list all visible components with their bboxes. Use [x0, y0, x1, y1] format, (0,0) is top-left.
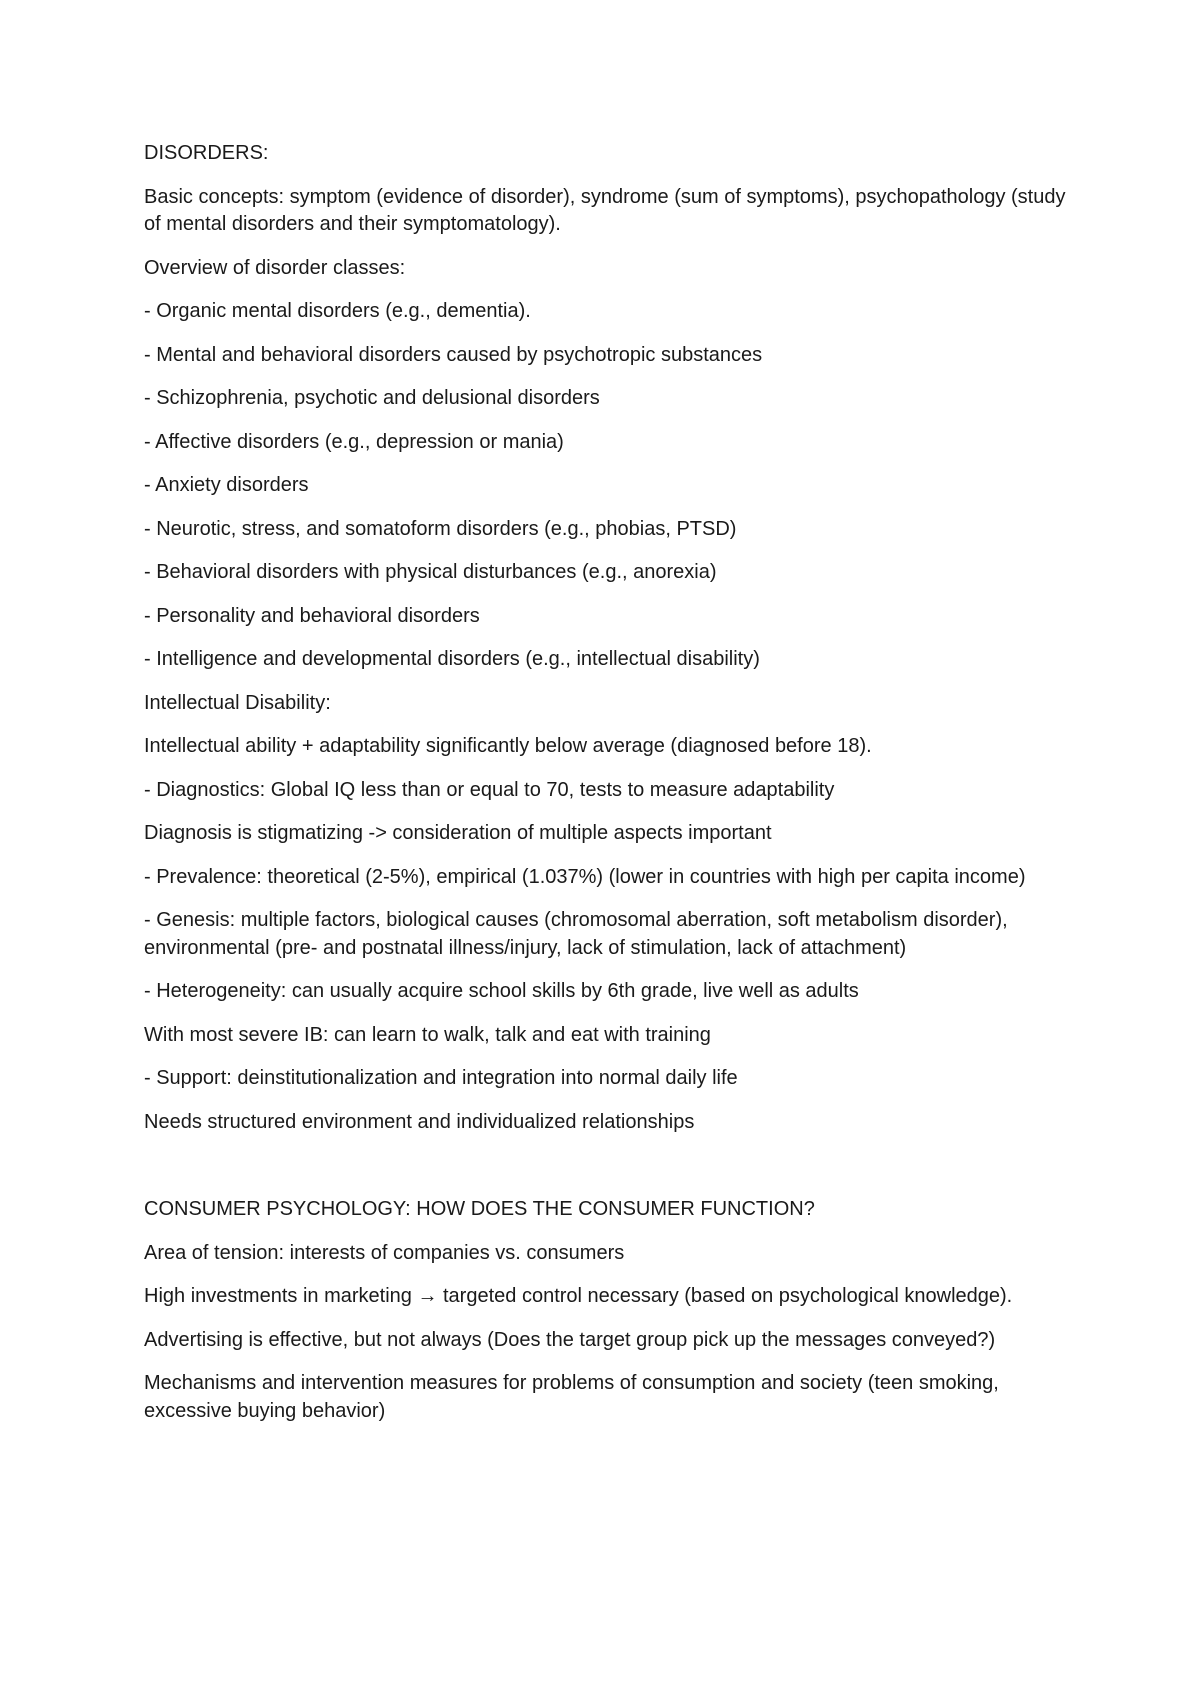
list-item: - Anxiety disorders	[144, 474, 309, 496]
paragraph: Diagnosis is stigmatizing -> consideration of multiple aspects important	[144, 822, 772, 844]
list-item: - Prevalence: theoretical (2-5%), empirical (1.037%) (lower in countries with high per capita income)	[144, 865, 1026, 888]
disorders-section	[144, 140, 1074, 1136]
list-item: - Support: deinstitutionalization and integration into normal daily life	[144, 1067, 738, 1089]
paragraph: Area of tension: interests of companies vs. consumers	[144, 1241, 625, 1264]
paragraph: Intellectual ability + adaptability significantly below average (diagnosed before 18).	[144, 735, 872, 757]
paragraph: Needs structured environment and individualized relationships	[144, 1110, 695, 1133]
paragraph: Advertising is effective, but not always (Does the target group pick up the messages conveyed?)	[144, 1328, 996, 1351]
list-item: - Behavioral disorders with physical disturbances (e.g., anorexia)	[144, 561, 717, 583]
paragraph: Basic concepts: symptom (evidence of disorder), syndrome (sum of symptoms), psychopathology (study of mental disorders and their symptomatology).	[144, 185, 1066, 235]
section-heading-consumer-psychology: CONSUMER PSYCHOLOGY: HOW DOES THE CONSUMER FUNCTION?	[144, 1198, 815, 1220]
paragraph: With most severe IB: can learn to walk, talk and eat with training	[144, 1023, 711, 1046]
list-item: - Heterogeneity: can usually acquire school skills by 6th grade, live well as adults	[144, 980, 859, 1002]
section-spacer	[144, 1152, 1074, 1196]
consumer-psychology-section	[144, 1196, 1074, 1425]
list-item: - Organic mental disorders (e.g., dementia).	[144, 300, 531, 322]
list-item: - Schizophrenia, psychotic and delusional disorders	[144, 387, 600, 409]
list-item: - Mental and behavioral disorders caused by psychotropic substances	[144, 343, 763, 366]
list-item: - Affective disorders (e.g., depression or mania)	[144, 430, 564, 453]
document-page	[144, 140, 1074, 1441]
list-item: - Neurotic, stress, and somatoform disorders (e.g., phobias, PTSD)	[144, 517, 737, 540]
paragraph: Overview of disorder classes:	[144, 256, 406, 279]
paragraph: High investments in marketing → targeted control necessary (based on psychological knowledge).	[144, 1285, 1013, 1307]
list-item: - Intelligence and developmental disorders (e.g., intellectual disability)	[144, 648, 760, 670]
section-heading-disorders: DISORDERS:	[144, 142, 269, 164]
subheading-intellectual-disability: Intellectual Disability:	[144, 691, 331, 714]
list-item: - Diagnostics: Global IQ less than or equal to 70, tests to measure adaptability	[144, 778, 835, 801]
paragraph: Mechanisms and intervention measures for problems of consumption and society (teen smoking, excessive buying behavior)	[144, 1372, 999, 1422]
list-item: - Genesis: multiple factors, biological causes (chromosomal aberration, soft metabolism disorder), environmental (pre- and postnatal illness/injury, lack of stimulation, lack of attachment)	[144, 909, 1008, 959]
list-item: - Personality and behavioral disorders	[144, 604, 480, 627]
